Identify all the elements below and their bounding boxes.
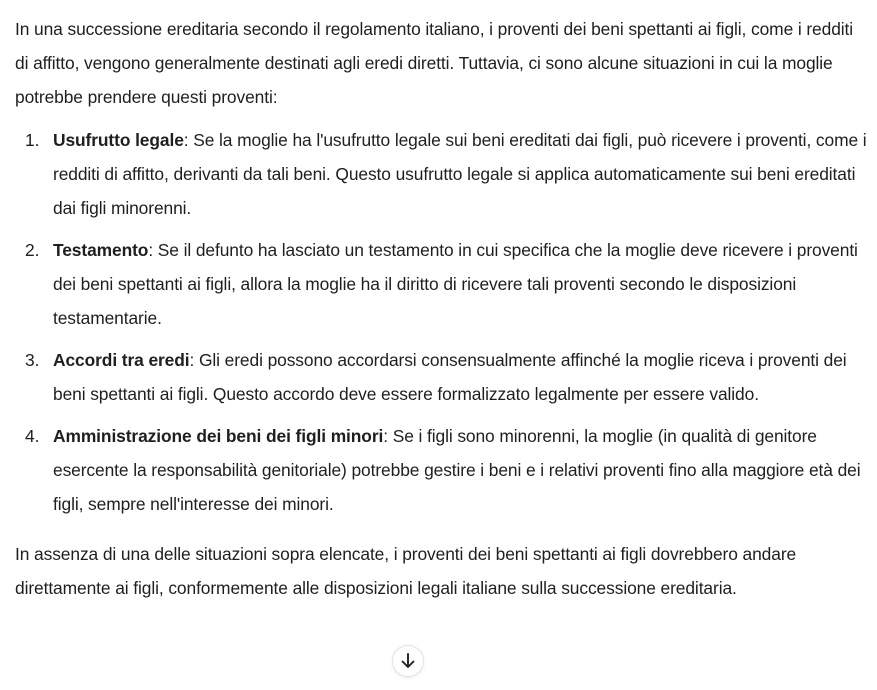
list-item-term: Accordi tra eredi [53,350,190,370]
list-item-number: 3. [25,350,40,370]
assistant-message [15,12,870,605]
list-item-term: Amministrazione dei beni dei figli minori [53,426,384,446]
list-item [15,233,870,335]
list-item-text: : Se la moglie ha l'usufrutto legale sui beni ereditati dai figli, può ricevere i proventi, come i redditi di affitto, derivanti da tali beni. Questo usufrutto legale si applica automaticamente sui beni ereditati dai figli minorenni. [53,130,867,218]
list-item-term: Usufrutto legale [53,130,184,150]
intro-paragraph: In una successione ereditaria secondo il regolamento italiano, i proventi dei beni spettanti ai figli, come i redditi di affitto, vengono generalmente destinati agli eredi diretti. Tuttavia, ci sono alcune situazioni in cui la moglie potrebbe prendere questi proventi: [15,19,854,107]
list-item [15,123,870,225]
list-item-text: : Se il defunto ha lasciato un testamento in cui specifica che la moglie deve ricevere i proventi dei beni spettanti ai figli, allora la moglie ha il diritto di ricevere tali proventi secondo le disposizioni testamentarie. [53,240,858,328]
arrow-down-icon [399,652,417,670]
list-item-number: 4. [25,426,40,446]
list-item-term: Testamento [53,240,149,260]
numbered-list [15,123,870,521]
scroll-to-bottom-button[interactable] [392,645,424,677]
list-item [15,343,870,411]
list-item-number: 1. [25,130,40,150]
list-item-number: 2. [25,240,40,260]
list-item-text: : Gli eredi possono accordarsi consensualmente affinché la moglie riceva i proventi dei beni spettanti ai figli. Questo accordo deve essere formalizzato legalmente per essere valido. [53,350,847,404]
closing-paragraph: In assenza di una delle situazioni sopra elencate, i proventi dei beni spettanti ai figli dovrebbero andare direttamente ai figli, conformemente alle disposizioni legali italiane sulla successione ereditaria. [15,544,797,598]
list-item [15,419,870,521]
list-item-text: : Se i figli sono minorenni, la moglie (in qualità di genitore esercente la responsabilità genitoriale) potrebbe gestire i beni e i relativi proventi fino alla maggiore età dei figli, sempre nell'interesse dei minori. [53,426,861,514]
